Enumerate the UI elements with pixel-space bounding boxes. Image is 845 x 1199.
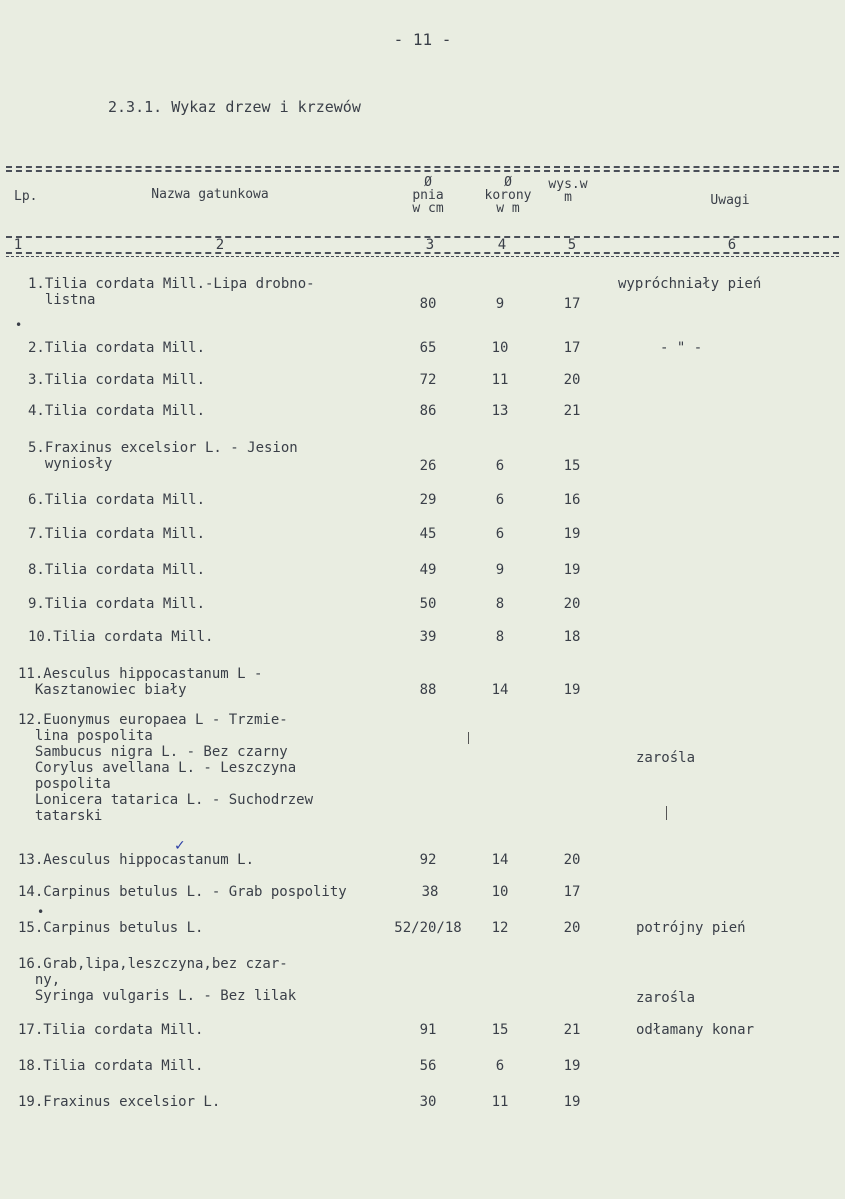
row-4-name: 4.Tilia cordata Mill. [28, 403, 206, 419]
table-top-rule-2 [6, 170, 839, 172]
row-4-wys: 21 [563, 403, 581, 419]
row-18-name: 18.Tilia cordata Mill. [18, 1058, 204, 1074]
row-7-pnia: 45 [419, 526, 437, 542]
row-5-wys: 15 [563, 458, 581, 474]
row-7-name: 7.Tilia cordata Mill. [28, 526, 206, 542]
header-lp: Lp. [14, 189, 38, 204]
header-wys: wys.w m [548, 177, 588, 205]
margin-dot-2: • [37, 905, 45, 919]
row-3-name: 3.Tilia cordata Mill. [28, 372, 206, 388]
row-15-name: 15.Carpinus betulus L. [18, 920, 204, 936]
header-korony: Ø korony w m [484, 175, 532, 216]
row-9-name: 9.Tilia cordata Mill. [28, 596, 206, 612]
row-5-pnia: 26 [419, 458, 437, 474]
stray-tick [468, 732, 469, 744]
row-13-name: 13.Aesculus hippocastanum L. [18, 852, 255, 868]
row-17-wys: 21 [563, 1022, 581, 1038]
colnum-3: 3 [425, 237, 435, 253]
row-18-korony: 6 [495, 1058, 505, 1074]
row-1-uwagi: wypróchniały pień [618, 276, 762, 292]
row-8-name: 8.Tilia cordata Mill. [28, 562, 206, 578]
row-15-korony: 12 [491, 920, 509, 936]
row-6-pnia: 29 [419, 492, 437, 508]
section-title: 2.3.1. Wykaz drzew i krzewów [108, 98, 361, 116]
row-10-pnia: 39 [419, 629, 437, 645]
row-10-wys: 18 [563, 629, 581, 645]
row-14-pnia: 38 [421, 884, 439, 900]
row-8-pnia: 49 [419, 562, 437, 578]
row-8-wys: 19 [563, 562, 581, 578]
row-13-pnia: 92 [419, 852, 437, 868]
row-5-korony: 6 [495, 458, 505, 474]
row-16-name: 16.Grab,lipa,leszczyna,bez czar- ny, Syringa vulgaris L. - Bez lilak [18, 956, 297, 1004]
row-4-korony: 13 [491, 403, 509, 419]
row-19-korony: 11 [491, 1094, 509, 1110]
row-2-wys: 17 [563, 340, 581, 356]
row-6-name: 6.Tilia cordata Mill. [28, 492, 206, 508]
row-1-name: 1.Tilia cordata Mill.-Lipa drobno- listna [28, 276, 315, 308]
row-7-korony: 6 [495, 526, 505, 542]
row-14-wys: 17 [563, 884, 581, 900]
body-top-rule-2 [6, 256, 839, 257]
row-19-pnia: 30 [419, 1094, 437, 1110]
row-11-wys: 19 [563, 682, 581, 698]
row-3-pnia: 72 [419, 372, 437, 388]
row-15-uwagi: potrójny pień [636, 920, 746, 936]
row-14-name: 14.Carpinus betulus L. - Grab pospolity [18, 884, 347, 900]
row-17-pnia: 91 [419, 1022, 437, 1038]
colnum-5: 5 [567, 237, 577, 253]
row-18-pnia: 56 [419, 1058, 437, 1074]
row-13-korony: 14 [491, 852, 509, 868]
row-17-korony: 15 [491, 1022, 509, 1038]
margin-dot: • [15, 318, 23, 332]
header-name: Nazwa gatunkowa [151, 187, 269, 202]
row-12-name: 12.Euonymus europaea L - Trzmie- lina pospolita Sambucus nigra L. - Bez czarny Corylus avellana L. - Leszczyna pospolita Lonicera tatarica L. - Suchodrzew tatarski [18, 712, 314, 824]
colnum-6: 6 [727, 237, 737, 253]
row-9-pnia: 50 [419, 596, 437, 612]
body-top-rule [6, 252, 839, 254]
row-6-korony: 6 [495, 492, 505, 508]
row-15-wys: 20 [563, 920, 581, 936]
row-2-name: 2.Tilia cordata Mill. [28, 340, 206, 356]
row-2-pnia: 65 [419, 340, 437, 356]
row-3-wys: 20 [563, 372, 581, 388]
page-number: - 11 - [393, 30, 452, 49]
row-18-wys: 19 [563, 1058, 581, 1074]
stray-tick-2 [666, 806, 667, 820]
row-10-korony: 8 [495, 629, 505, 645]
row-5-name: 5.Fraxinus excelsior L. - Jesion wyniosły [28, 440, 298, 472]
row-2-korony: 10 [491, 340, 509, 356]
row-2-uwagi: - " - [660, 340, 703, 356]
row-19-name: 19.Fraxinus excelsior L. [18, 1094, 221, 1110]
pen-correction-mark: ✓ [174, 838, 186, 854]
row-1-korony: 9 [495, 296, 505, 312]
row-13-wys: 20 [563, 852, 581, 868]
row-9-korony: 8 [495, 596, 505, 612]
row-14-korony: 10 [491, 884, 509, 900]
row-10-name: 10.Tilia cordata Mill. [28, 629, 214, 645]
row-16-uwagi: zarośla [636, 990, 696, 1006]
row-9-wys: 20 [563, 596, 581, 612]
row-11-name: 11.Aesculus hippocastanum L - Kasztanowiec biały [18, 666, 263, 698]
row-7-wys: 19 [563, 526, 581, 542]
row-11-korony: 14 [491, 682, 509, 698]
row-1-pnia: 80 [419, 296, 437, 312]
row-8-korony: 9 [495, 562, 505, 578]
row-4-pnia: 86 [419, 403, 437, 419]
row-15-pnia: 52/20/18 [394, 920, 462, 936]
row-19-wys: 19 [563, 1094, 581, 1110]
colnum-2: 2 [215, 237, 225, 253]
colnum-4: 4 [497, 237, 507, 253]
row-11-pnia: 88 [419, 682, 437, 698]
row-17-uwagi: odłamany konar [636, 1022, 755, 1038]
colnum-1: 1 [13, 237, 23, 253]
row-6-wys: 16 [563, 492, 581, 508]
table-top-rule [6, 166, 839, 168]
row-12-uwagi: zarośla [636, 750, 696, 766]
header-uwagi: Uwagi [710, 193, 750, 208]
row-1-wys: 17 [563, 296, 581, 312]
header-pnia: Ø pnia w cm [412, 175, 444, 216]
row-17-name: 17.Tilia cordata Mill. [18, 1022, 204, 1038]
row-3-korony: 11 [491, 372, 509, 388]
